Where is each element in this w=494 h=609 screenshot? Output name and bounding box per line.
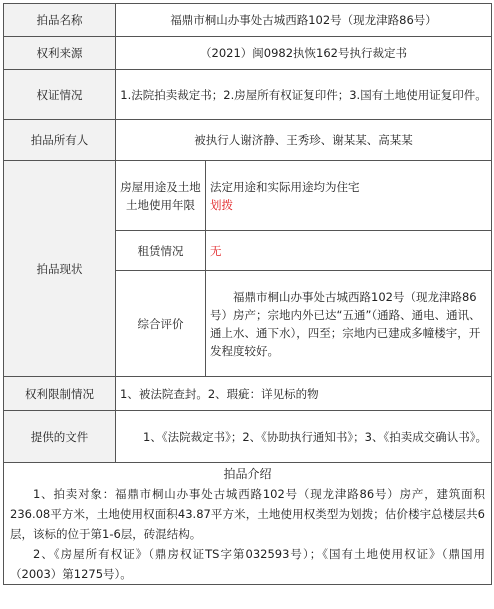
row-restrictions bbox=[4, 377, 492, 411]
owner-label: 拍品所有人 bbox=[4, 120, 116, 161]
usage-label: 房屋用途及土地土地使用年限 bbox=[116, 161, 206, 231]
row-item-name bbox=[4, 4, 492, 37]
row-intro bbox=[4, 463, 492, 585]
row-status-usage bbox=[4, 161, 492, 231]
intro-title: 拍品介绍 bbox=[223, 467, 272, 481]
restrictions-label: 权利限制情况 bbox=[4, 377, 116, 411]
usage-value bbox=[206, 161, 492, 231]
evaluation-value: 福鼎市桐山办事处古城西路102号（现龙津路86号）房产；宗地内外已达“五通”（通路、通电、通讯、通上水、通下水），四至；宗地内已建成多幢楼宇，开发程度较好。 bbox=[206, 271, 492, 377]
row-certificate bbox=[4, 70, 492, 120]
row-documents bbox=[4, 411, 492, 463]
item-name-label: 拍品名称 bbox=[4, 4, 116, 37]
intro-paragraph-1: 1、拍卖对象：福鼎市桐山办事处古城西路102号（现龙津路86号）房产，建筑面积236.08平方米，土地使用权面积43.87平方米，土地使用权类型为划拨；估价楼宇总楼层共6层，该标的位于第1-6层，砖混结构。 bbox=[10, 487, 485, 541]
intro-paragraph-2: 2、《房屋所有权证》（鼎房权证TS字第032593号）；《国有土地使用权证》（鼎国用（2003）第1275号）。 bbox=[10, 547, 485, 581]
documents-label: 提供的文件 bbox=[4, 411, 116, 463]
owner-value: 被执行人谢济静、王秀珍、谢某某、高某某 bbox=[116, 120, 492, 161]
restrictions-value: 1、被法院查封。2、瑕疵：详见标的物 bbox=[116, 377, 492, 411]
row-rights-source bbox=[4, 37, 492, 70]
item-name-value: 福鼎市桐山办事处古城西路102号（现龙津路86号） bbox=[116, 4, 492, 37]
evaluation-label: 综合评价 bbox=[116, 271, 206, 377]
rights-source-label: 权利来源 bbox=[4, 37, 116, 70]
documents-value: 1、《法院裁定书》；2、《协助执行通知书》；3、《拍卖成交确认书》。 bbox=[116, 411, 492, 463]
usage-value-line1: 法定用途和实际用途均为住宅 bbox=[210, 179, 360, 194]
lease-value: 无 bbox=[206, 231, 492, 271]
status-label: 拍品现状 bbox=[4, 161, 116, 377]
auction-info-table bbox=[3, 3, 492, 585]
certificate-value: 1.法院拍卖裁定书；2.房屋所有权证复印件；3.国有土地使用证复印件。 bbox=[116, 70, 492, 120]
row-owner bbox=[4, 120, 492, 161]
lease-label: 租赁情况 bbox=[116, 231, 206, 271]
usage-value-line2: 划拨 bbox=[210, 197, 233, 212]
intro-cell bbox=[4, 463, 492, 585]
certificate-label: 权证情况 bbox=[4, 70, 116, 120]
rights-source-value: （2021）闽0982执恢162号执行裁定书 bbox=[116, 37, 492, 70]
